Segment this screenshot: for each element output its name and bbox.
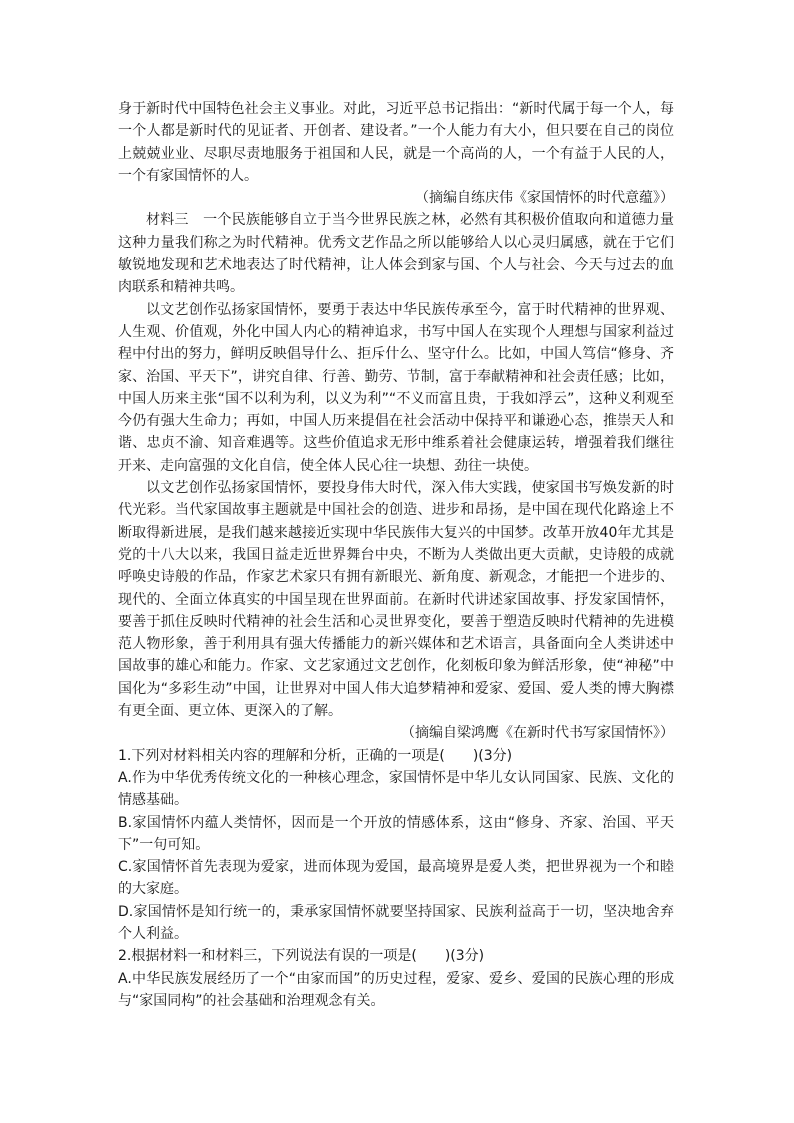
material-3-paragraph-1: 材料三 一个民族能够自立于当今世界民族之林，必然有其积极价值取向和道德力量这种力量我们称之为时代精神。优秀文艺作品之所以能够给人以心灵归属感，就在于它们敏锐地发现和艺术地表达了时代精神，让人体会到家与国、个人与社会、今天与过去的血肉联系和精神共鸣。 <box>118 212 674 296</box>
question-2-stem: 2.根据材料一和材料三，下列说法有误的一项是( )(3分) <box>118 948 485 965</box>
question-2-option-a: A.中华民族发展经历了一个“由家而国”的历史过程，爱家、爱乡、爱国的民族心理的形成与“家国同构”的社会基础和治理观念有关。 <box>118 970 674 1009</box>
document-page <box>118 98 674 1012</box>
material-2-tail-paragraph: 身于新时代中国特色社会主义事业。对此，习近平总书记指出：“新时代属于每一个人，每一个人都是新时代的见证者、开创者、建设者。”一个人能力有大小，但只要在自己的岗位上兢兢业业、尽职尽责地服务于祖国和人民，就是一个高尚的人，一个有益于人民的人，一个有家国情怀的人。 <box>118 101 674 184</box>
source-citation-2: （摘编自练庆伟《家国情怀的时代意蕴》） <box>415 190 674 207</box>
question-1-option-d: D.家国情怀是知行统一的，秉承家国情怀就要坚持国家、民族利益高于一切，坚决地舍弃个人利益。 <box>118 903 674 942</box>
question-1-stem: 1.下列对材料相关内容的理解和分析，正确的一项是( )(3分) <box>118 747 513 764</box>
material-3-paragraph-2: 以文艺创作弘扬家国情怀，要勇于表达中华民族传承至今，富于时代精神的世界观、人生观、价值观，外化中国人内心的精神追求，书写中国人在实现个人理想与国家利益过程中付出的努力，鲜明反映倡导什么、拒斥什么、坚守什么。比如，中国人笃信“修身、齐家、治国、平天下”，讲究自律、行善、勤劳、节制，富于奉献精神和社会责任感；比如，中国人历来主张“国不以利为利，以义为利”“不义而富且贵，于我如浮云”，这种义利观至今仍有强大生命力；再如，中国人历来提倡在社会活动中保持平和谦逊心态，推崇天人和谐、忠贞不渝、知音难遇等。这些价值追求无形中维系着社会健康运转，增强着我们继往开来、走向富强的文化自信，使全体人民心往一块想、劲往一块使。 <box>118 301 674 474</box>
question-1-option-a: A.作为中华优秀传统文化的一种核心理念，家国情怀是中华儿女认同国家、民族、文化的情感基础。 <box>118 769 674 809</box>
question-1-option-c: C.家国情怀首先表现为爱家，进而体现为爱国，最高境界是爱人类，把世界视为一个和睦的大家庭。 <box>118 859 674 898</box>
question-1-option-b: B.家国情怀内蕴人类情怀，因而是一个开放的情感体系，这由“修身、齐家、治国、平天下”一句可知。 <box>118 814 674 853</box>
material-3-paragraph-3: 以文艺创作弘扬家国情怀，要投身伟大时代，深入伟大实践，使家国书写焕发新的时代光彩。当代家国故事主题就是中国社会的创造、进步和昂扬，是中国在现代化路途上不断取得新进展，是我们越来越接近实现中华民族伟大复兴的中国梦。改革开放40年尤其是党的十八大以来，我国日益走近世界舞台中央，不断为人类做出更大贡献，史诗般的成就呼唤史诗般的作品，作家艺术家只有拥有新眼光、新角度、新观念，才能把一个进步的、现代的、全面立体真实的中国呈现在世界面前。在新时代讲述家国故事、抒发家国情怀，要善于抓住反映时代精神的社会生活和心灵世界变化，要善于塑造反映时代精神的先进模范人物形象，善于利用具有强大传播能力的新兴媒体和艺术语言，具备面向全人类讲述中国故事的雄心和能力。作家、文艺家通过文艺创作，化刻板印象为鲜活形象，使“神秘”中国化为“多彩生动”中国，让世界对中国人伟大追梦精神和爱家、爱国、爱人类的博大胸襟有更全面、更立体、更深入的了解。 <box>118 480 674 720</box>
source-citation-3: （摘编自梁鸿鹰《在新时代书写家国情怀》） <box>401 725 674 742</box>
